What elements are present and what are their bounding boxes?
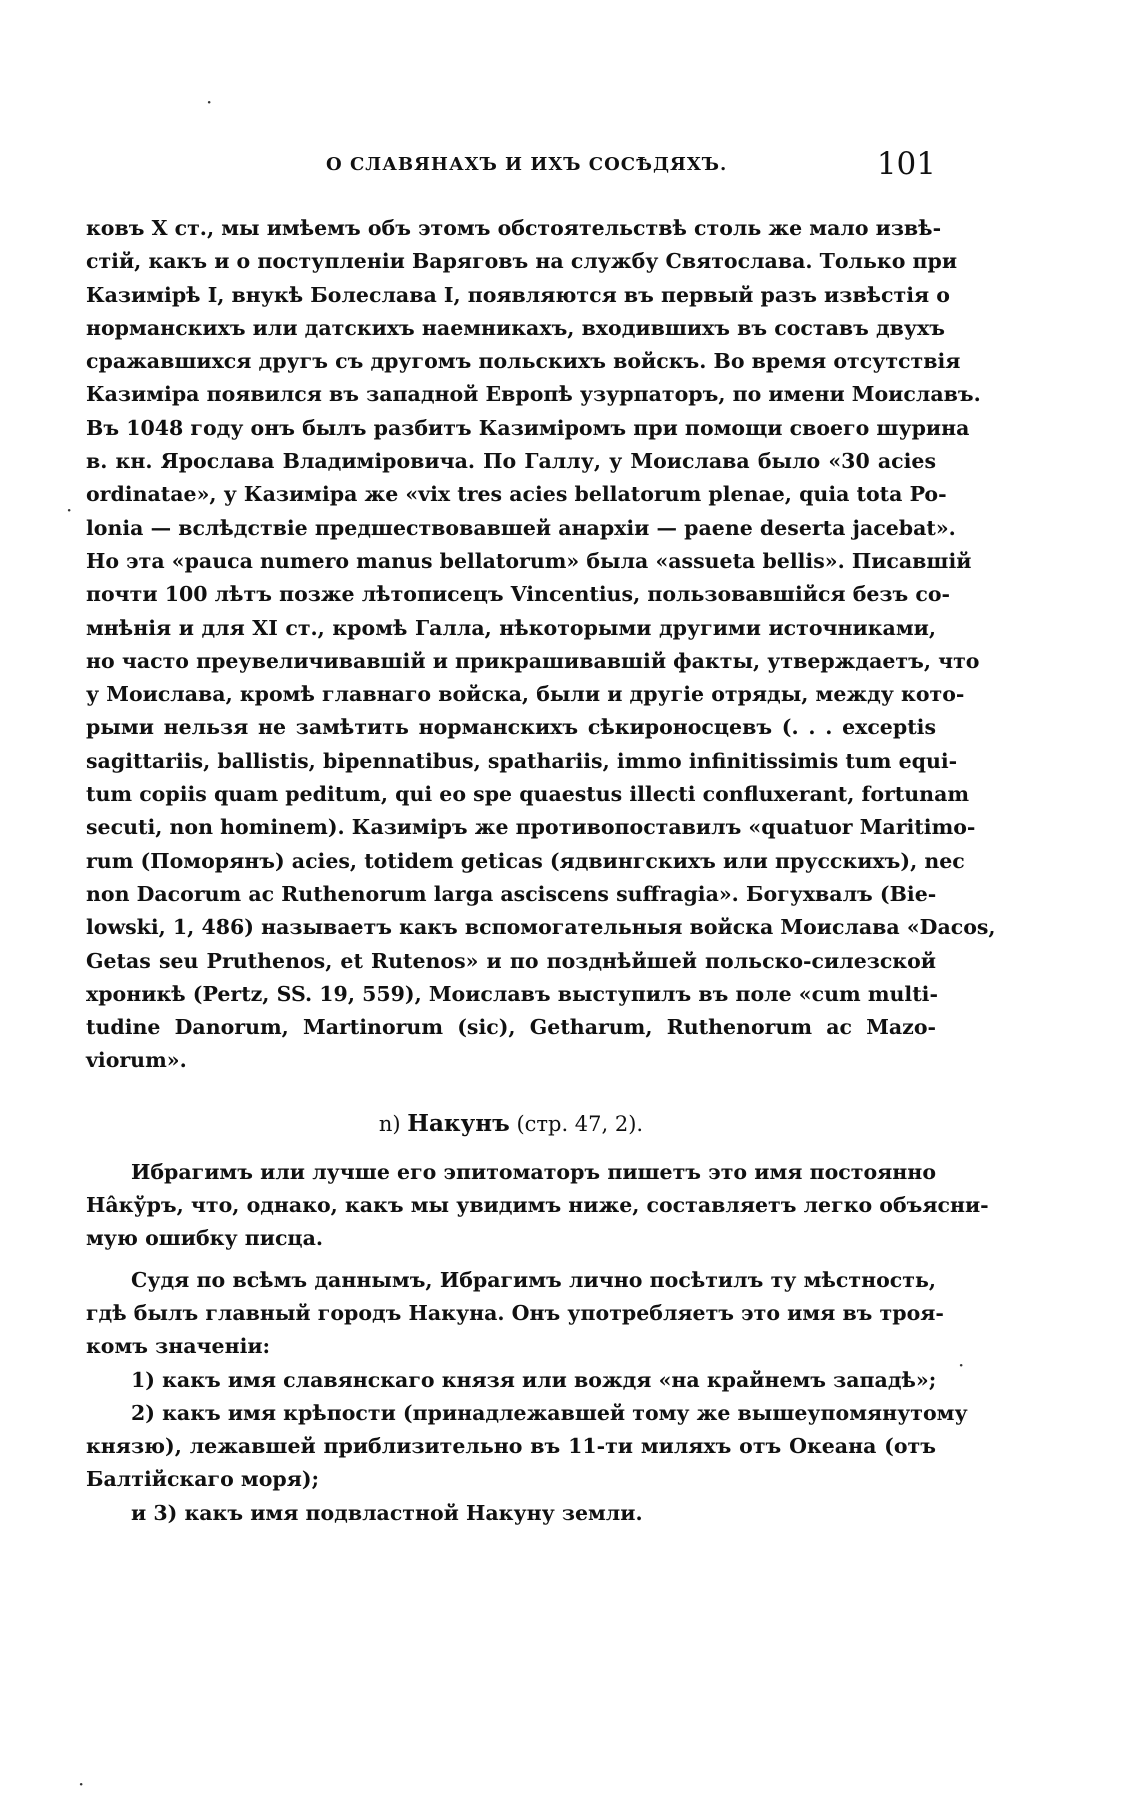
text-line: сражавшихся другъ съ другомъ польскихъ войскъ. Во время отсутствія — [86, 349, 961, 374]
text-line: sagittariis, ballistis, bipennatibus, spathariis, immo infinitissimis tum equi- — [86, 748, 958, 773]
text-line: Судя по всѣмъ даннымъ, Ибрагимъ лично посѣтилъ ту мѣстность, — [131, 1267, 936, 1292]
text-line: Нâкўръ, что, однако, какъ мы увидимъ ниже, составляетъ легко объясни- — [86, 1193, 989, 1218]
text-line: tum copiis quam peditum, qui eo spe quaestus illecti confluxerant, fortunam — [86, 782, 970, 807]
paragraph-3 — [86, 1264, 944, 1364]
heading-spacer — [86, 1144, 936, 1156]
scan-speck: · — [206, 90, 213, 114]
text-line: хроникѣ (Pertz, SS. 19, 559), Моиславъ выступилъ въ поле «cum multi- — [86, 981, 938, 1006]
list-item: 2) какъ имя крѣпости (принадлежавшей тому же вышеупомянутому — [131, 1400, 968, 1425]
text-line: Но эта «pauca numero manus bellatorum» была «assueta bellis». Писавшій — [86, 548, 972, 573]
paragraph-1 — [86, 212, 996, 1078]
page-header — [86, 146, 936, 190]
scan-speck: · — [78, 1772, 85, 1796]
text-line: viorum». — [86, 1048, 187, 1073]
text-line: гдѣ былъ главный городъ Накуна. Онъ употребляетъ это имя въ троя- — [86, 1300, 944, 1325]
text-line: rum (Поморянъ) acies, totidem geticas (ядвингскихъ или прусскихъ), nec — [86, 848, 965, 873]
text-line: почти 100 лѣтъ позже лѣтописецъ Vincentius, пользовавшійся безъ со- — [86, 582, 951, 607]
list-item-continuation: Балтійскаго моря); — [86, 1467, 320, 1492]
page-number: 101 — [876, 146, 936, 182]
text-line: мнѣнія и для XI ст., кромѣ Галла, нѣкоторыми другими источниками, — [86, 615, 936, 640]
paragraph-2 — [86, 1156, 989, 1256]
text-line: non Dacorum ac Ruthenorum larga asciscens suffragia». Богухвалъ (Bie- — [86, 881, 937, 906]
list-item: и 3) какъ имя подвластной Накуну земли. — [131, 1500, 643, 1525]
text-line: Ибрагимъ или лучше его эпитоматоръ пишетъ это имя постоянно — [131, 1159, 936, 1184]
text-line: lonia — вслѣдствіе предшествовавшей анархіи — paene deserta jacebat». — [86, 515, 956, 540]
text-line: рыми нельзя не замѣтить норманскихъ сѣкироносцевъ (. . . exceptis — [86, 715, 936, 740]
text-line: мую ошибку писца. — [86, 1226, 323, 1251]
scan-speck: · — [958, 1353, 965, 1377]
text-line: secuti, non hominem). Казиміръ же противопоставилъ «quatuor Maritimo- — [86, 815, 976, 840]
section-reference: (стр. 47, 2). — [516, 1111, 644, 1136]
text-line: lowski, 1, 486) называетъ какъ вспомогательныя войска Моислава «Dacos, — [86, 915, 996, 940]
text-line: норманскихъ или датскихъ наемникахъ, входившихъ въ составъ двухъ — [86, 315, 945, 340]
section-marker: n) — [378, 1111, 401, 1136]
text-line: Въ 1048 году онъ былъ разбитъ Казиміромъ при помощи своего шурина — [86, 415, 970, 440]
section-spacer — [86, 1078, 936, 1104]
text-line: комъ значеніи: — [86, 1334, 271, 1359]
section-title: Накунъ — [407, 1109, 510, 1137]
text-line: tudine Danorum, Martinorum (sic), Getharum, Ruthenorum ac Mazo- — [86, 1015, 936, 1040]
text-line: стій, какъ и о поступленіи Варяговъ на службу Святослава. Только при — [86, 249, 958, 274]
list-item: 1) какъ имя славянскаго князя или вождя «на крайнемъ западѣ»; — [131, 1367, 937, 1392]
text-line: Казимірѣ I, внукѣ Болеслава I, появляются въ первый разъ извѣстія о — [86, 282, 950, 307]
text-line: но часто преувеличивавшій и прикрашивавшій факты, утверждаетъ, что — [86, 648, 980, 673]
text-line: Казиміра появился въ западной Европѣ узурпаторъ, по имени Моиславъ. — [86, 382, 981, 407]
text-line: ковъ X ст., мы имѣемъ объ этомъ обстоятельствѣ столь же мало извѣ- — [86, 216, 942, 240]
text-line: ordinatae», у Казиміра же «vix tres acies bellatorum plenae, quia tota Po- — [86, 482, 947, 507]
list-item-continuation: князю), лежавшей приблизительно въ 11-ти миляхъ отъ Океана (отъ — [86, 1434, 936, 1459]
text-line: у Моислава, кромѣ главнаго войска, были и другіе отряды, между кото- — [86, 682, 965, 707]
scan-speck: · — [66, 498, 73, 522]
text-line: Getas seu Pruthenos, et Rutenos» и по позднѣйшей польско-силезской — [86, 948, 936, 973]
running-title: О СЛАВЯНАХЪ И ИХЪ СОСѢДЯХЪ. — [326, 154, 728, 175]
enumerated-list — [86, 1364, 968, 1530]
section-heading — [86, 1104, 936, 1144]
text-line: в. кн. Ярослава Владиміровича. По Галлу, у Моислава было «30 acies — [86, 449, 936, 474]
text-block — [86, 212, 996, 1530]
paragraph-spacer — [86, 1256, 936, 1264]
